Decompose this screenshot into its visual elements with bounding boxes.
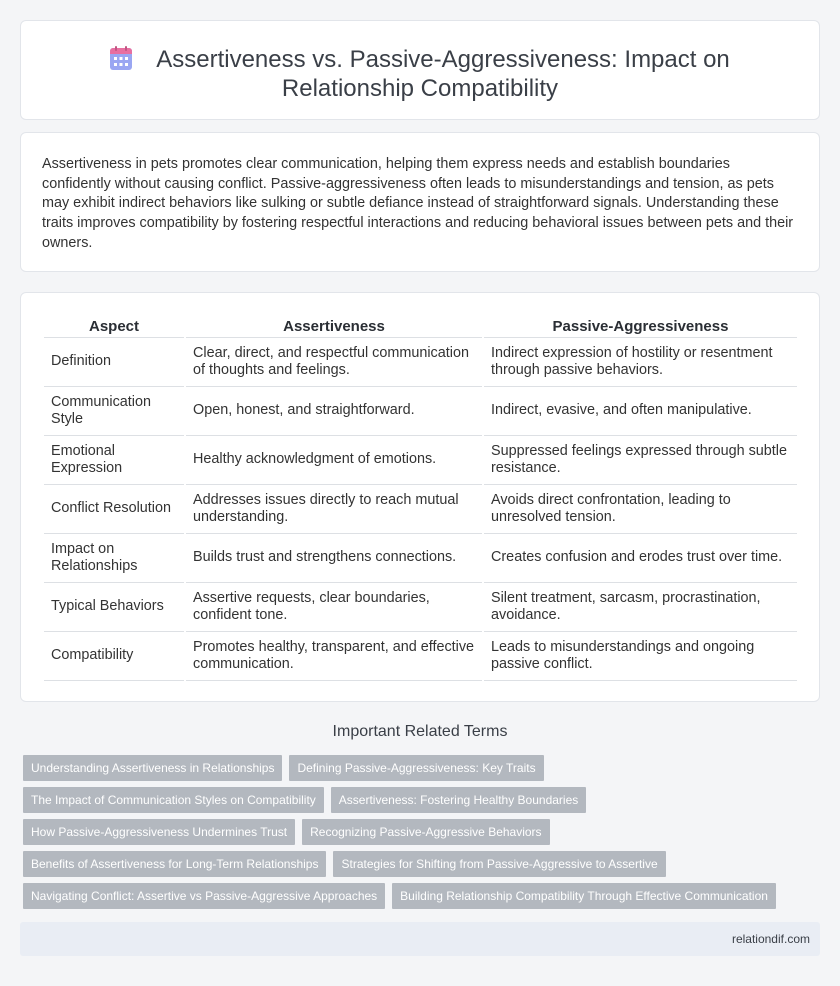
passive-aggressiveness-cell: Creates confusion and erodes trust over time.	[484, 534, 797, 583]
related-term-tag[interactable]: Understanding Assertiveness in Relationships	[23, 755, 282, 781]
table-row	[44, 485, 797, 534]
passive-aggressiveness-cell: Leads to misunderstandings and ongoing passive conflict.	[484, 632, 797, 681]
related-terms-list	[23, 755, 813, 915]
related-term-tag[interactable]: Strategies for Shifting from Passive-Aggressive to Assertive	[333, 851, 665, 877]
related-term-tag[interactable]: The Impact of Communication Styles on Compatibility	[23, 787, 324, 813]
related-term-tag[interactable]: Assertiveness: Fostering Healthy Boundaries	[331, 787, 586, 813]
title-line-1: Assertiveness vs. Passive-Aggressiveness: Impact on	[156, 46, 730, 73]
tag-row	[23, 883, 813, 909]
passive-aggressiveness-cell: Indirect, evasive, and often manipulative.	[484, 387, 797, 436]
title-line-2: Relationship Compatibility	[281, 75, 559, 102]
related-term-tag[interactable]: Building Relationship Compatibility Through Effective Communication	[392, 883, 776, 909]
aspect-cell: Compatibility	[44, 632, 184, 681]
tag-row	[23, 851, 813, 877]
table-row	[44, 534, 797, 583]
related-term-tag[interactable]: How Passive-Aggressiveness Undermines Trust	[23, 819, 295, 845]
table-header-row	[44, 316, 797, 338]
footer-site-link[interactable]: relationdif.com	[731, 932, 810, 946]
assertiveness-cell: Assertive requests, clear boundaries, confident tone.	[186, 583, 482, 632]
aspect-cell: Emotional Expression	[44, 436, 184, 485]
related-term-tag[interactable]: Benefits of Assertiveness for Long-Term Relationships	[23, 851, 326, 877]
comparison-card	[20, 292, 820, 702]
passive-aggressiveness-cell: Silent treatment, sarcasm, procrastination, avoidance.	[484, 583, 797, 632]
header-assertiveness: Assertiveness	[186, 316, 482, 338]
assertiveness-cell: Healthy acknowledgment of emotions.	[186, 436, 482, 485]
related-term-tag[interactable]: Navigating Conflict: Assertive vs Passive-Aggressive Approaches	[23, 883, 385, 909]
footer	[20, 922, 820, 956]
table-row	[44, 583, 797, 632]
table-row	[44, 338, 797, 387]
passive-aggressiveness-cell: Avoids direct confrontation, leading to unresolved tension.	[484, 485, 797, 534]
aspect-cell: Typical Behaviors	[44, 583, 184, 632]
assertiveness-cell: Open, honest, and straightforward.	[186, 387, 482, 436]
title-card	[20, 20, 820, 120]
table-row	[44, 436, 797, 485]
header-passive-aggressiveness: Passive-Aggressiveness	[484, 316, 797, 338]
tag-row	[23, 755, 813, 781]
header-aspect: Aspect	[44, 316, 184, 338]
aspect-cell: Conflict Resolution	[44, 485, 184, 534]
aspect-cell: Communication Style	[44, 387, 184, 436]
related-term-tag[interactable]: Recognizing Passive-Aggressive Behaviors	[302, 819, 549, 845]
table-row	[44, 387, 797, 436]
aspect-cell: Definition	[44, 338, 184, 387]
tag-row	[23, 787, 813, 813]
passive-aggressiveness-cell: Suppressed feelings expressed through subtle resistance.	[484, 436, 797, 485]
related-terms-title: Important Related Terms	[332, 723, 508, 740]
related-term-tag[interactable]: Defining Passive-Aggressiveness: Key Traits	[289, 755, 543, 781]
intro-card	[20, 132, 820, 272]
comparison-table	[42, 316, 799, 681]
table-row	[44, 632, 797, 681]
intro-paragraph: Assertiveness in pets promotes clear communication, helping them express needs and establish boundaries confidently without causing conflict. Passive-aggressiveness often leads to misunderstandings and tension, as pets may exhibit indirect behaviors like sulking or subtle defiance instead of straightforward signals. Understanding these traits improves compatibility by fostering respectful interactions and reducing behavioral issues between pets and their owners.	[42, 156, 794, 251]
assertiveness-cell: Builds trust and strengthens connections.	[186, 534, 482, 583]
assertiveness-cell: Promotes healthy, transparent, and effective communication.	[186, 632, 482, 681]
passive-aggressiveness-cell: Indirect expression of hostility or resentment through passive behaviors.	[484, 338, 797, 387]
assertiveness-cell: Clear, direct, and respectful communication of thoughts and feelings.	[186, 338, 482, 387]
page-title	[21, 45, 819, 103]
calendar-icon	[110, 46, 132, 70]
tag-row	[23, 819, 813, 845]
assertiveness-cell: Addresses issues directly to reach mutual understanding.	[186, 485, 482, 534]
aspect-cell: Impact on Relationships	[44, 534, 184, 583]
